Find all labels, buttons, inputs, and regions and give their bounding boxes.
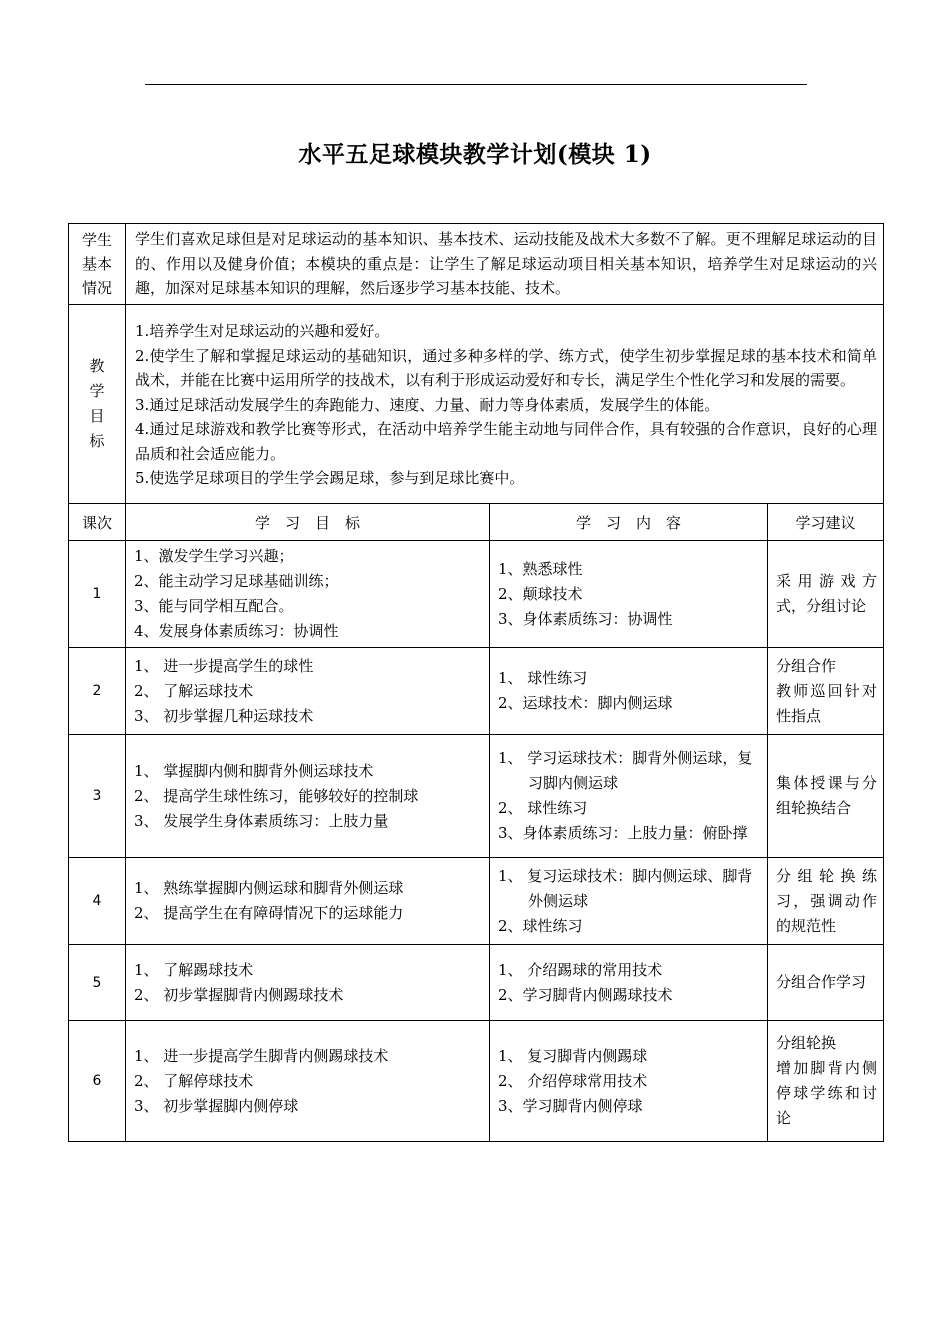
lesson-number: 3 [69, 735, 126, 858]
content-item: 1、熟悉球性 [498, 559, 583, 578]
objective-item: 3、 初步掌握脚内侧停球 [134, 1096, 299, 1115]
lesson-row [69, 541, 884, 648]
lesson-number: 5 [69, 945, 126, 1021]
goal-item: 2.使学生了解和掌握足球运动的基础知识，通过多种多样的学、练方式，使学生初步掌握足球的基本技术和简单战术，并能在比赛中运用所学的技战术，以有利于形成运动爱好和专长，满足学生个性化学习和发展的需要。 [135, 346, 878, 390]
content-item: 2、球性练习 [498, 916, 583, 935]
objective-item: 3、能与同学相互配合。 [134, 597, 294, 615]
goal-item: 1.培养学生对足球运动的兴趣和爱好。 [135, 322, 390, 341]
objective-item: 3、 初步掌握几种运球技术 [134, 706, 314, 725]
lesson-row [69, 648, 884, 735]
content-item: 1、 复习运球技术：脚内侧运球、脚背外侧运球 [498, 866, 753, 910]
objective-item: 2、能主动学习足球基础训练； [134, 572, 339, 590]
student-situation-label: 学生 基本 情况 [69, 224, 126, 305]
content-item: 3、学习脚背内侧停球 [498, 1096, 643, 1115]
objective-item: 2、 初步掌握脚背内侧踢球技术 [134, 985, 344, 1004]
objective-item: 4、发展身体素质练习：协调性 [134, 622, 339, 640]
lesson-content [490, 1021, 768, 1142]
lesson-row [69, 945, 884, 1021]
lesson-content [490, 541, 768, 648]
content-item: 2、颠球技术 [498, 584, 583, 603]
content-item: 2、 球性练习 [498, 799, 588, 817]
lesson-objectives [126, 1021, 490, 1142]
column-header-lesson: 课次 [69, 504, 126, 541]
content-item: 3、身体素质练习：协调性 [498, 609, 673, 628]
lesson-row [69, 1021, 884, 1142]
lesson-number: 1 [69, 541, 126, 648]
objective-item: 1、 熟练掌握脚内侧运球和脚背外侧运球 [134, 879, 404, 897]
objective-item: 2、 了解运球技术 [134, 681, 254, 700]
lesson-content [490, 858, 768, 945]
lesson-content [490, 648, 768, 735]
lesson-content [490, 735, 768, 858]
lesson-suggestion: 采用游戏方式，分组讨论 [768, 541, 884, 648]
page-title: 水平五足球模块教学计划(模块 1) [298, 141, 652, 168]
header-rule [145, 84, 807, 85]
lesson-row [69, 735, 884, 858]
lesson-objectives [126, 735, 490, 858]
objective-item: 2、 提高学生在有障碍情况下的运球能力 [134, 904, 404, 922]
content-item: 1、 球性练习 [498, 669, 588, 687]
content-item: 1、 介绍踢球的常用技术 [498, 960, 663, 979]
teaching-plan-table [68, 223, 884, 1142]
lesson-content [490, 945, 768, 1021]
student-situation-text: 学生们喜欢足球但是对足球运动的基本知识、基本技术、运动技能及战术大多数不了解。更不理解足球运动的目的、作用以及健身价值；本模块的重点是：让学生了解足球运动项目相关基本知识，培养学生对足球运动的兴趣，加深对足球基本知识的理解，然后逐步学习基本技能、技术。 [126, 224, 884, 305]
lesson-suggestion: 分组轮换练习，强调动作的规范性 [768, 858, 884, 945]
objective-item: 1、 了解踢球技术 [134, 960, 254, 979]
teaching-goals-row [69, 305, 884, 504]
objective-item: 1、激发学生学习兴趣； [134, 547, 294, 565]
teaching-goals-label: 教 学 目 标 [69, 305, 126, 504]
goal-item: 4.通过足球游戏和教学比赛等形式，在活动中培养学生能主动地与同伴合作，具有较强的合作意识，良好的心理品质和社会适应能力。 [135, 420, 878, 463]
teaching-goals-list [126, 305, 884, 504]
lesson-number: 4 [69, 858, 126, 945]
objective-item: 2、 提高学生球性练习，能够较好的控制球 [134, 786, 419, 805]
lesson-objectives [126, 648, 490, 735]
table-body [69, 224, 884, 1142]
objective-item: 1、 进一步提高学生脚背内侧踢球技术 [134, 1046, 389, 1065]
lesson-suggestion: 分组轮换 增加脚背内侧停球学练和讨论 [768, 1021, 884, 1142]
content-item: 2、运球技术：脚内侧运球 [498, 694, 673, 712]
column-header-content: 学 习 内 容 [490, 504, 768, 541]
content-item: 1、 复习脚背内侧踢球 [498, 1046, 648, 1065]
column-header-suggestion: 学习建议 [768, 504, 884, 541]
student-situation-row [69, 224, 884, 305]
objective-item: 2、 了解停球技术 [134, 1071, 254, 1090]
goal-item: 5.使选学足球项目的学生学会踢足球，参与到足球比赛中。 [135, 469, 525, 488]
goal-item: 3.通过足球活动发展学生的奔跑能力、速度、力量、耐力等身体素质，发展学生的体能。 [135, 395, 720, 414]
content-item: 1、 学习运球技术：脚背外侧运球，复习脚内侧运球 [498, 749, 753, 792]
content-item: 2、 介绍停球常用技术 [498, 1071, 648, 1090]
lesson-objectives [126, 541, 490, 648]
content-item: 2、学习脚背内侧踢球技术 [498, 985, 673, 1004]
lesson-suggestion: 分组合作学习 [768, 945, 884, 1021]
lesson-suggestion: 集体授课与分组轮换结合 [768, 735, 884, 858]
column-header-row [69, 504, 884, 541]
objective-item: 3、 发展学生身体素质练习：上肢力量 [134, 811, 389, 830]
lesson-objectives [126, 945, 490, 1021]
column-header-objectives: 学 习 目 标 [126, 504, 490, 541]
lesson-objectives [126, 858, 490, 945]
content-item: 3、身体素质练习：上肢力量：俯卧撑 [498, 824, 748, 842]
objective-item: 1、 进一步提高学生的球性 [134, 656, 314, 675]
objective-item: 1、 掌握脚内侧和脚背外侧运球技术 [134, 761, 374, 780]
lesson-suggestion: 分组合作 教师巡回针对性指点 [768, 648, 884, 735]
lesson-number: 2 [69, 648, 126, 735]
lesson-number: 6 [69, 1021, 126, 1142]
lesson-row [69, 858, 884, 945]
